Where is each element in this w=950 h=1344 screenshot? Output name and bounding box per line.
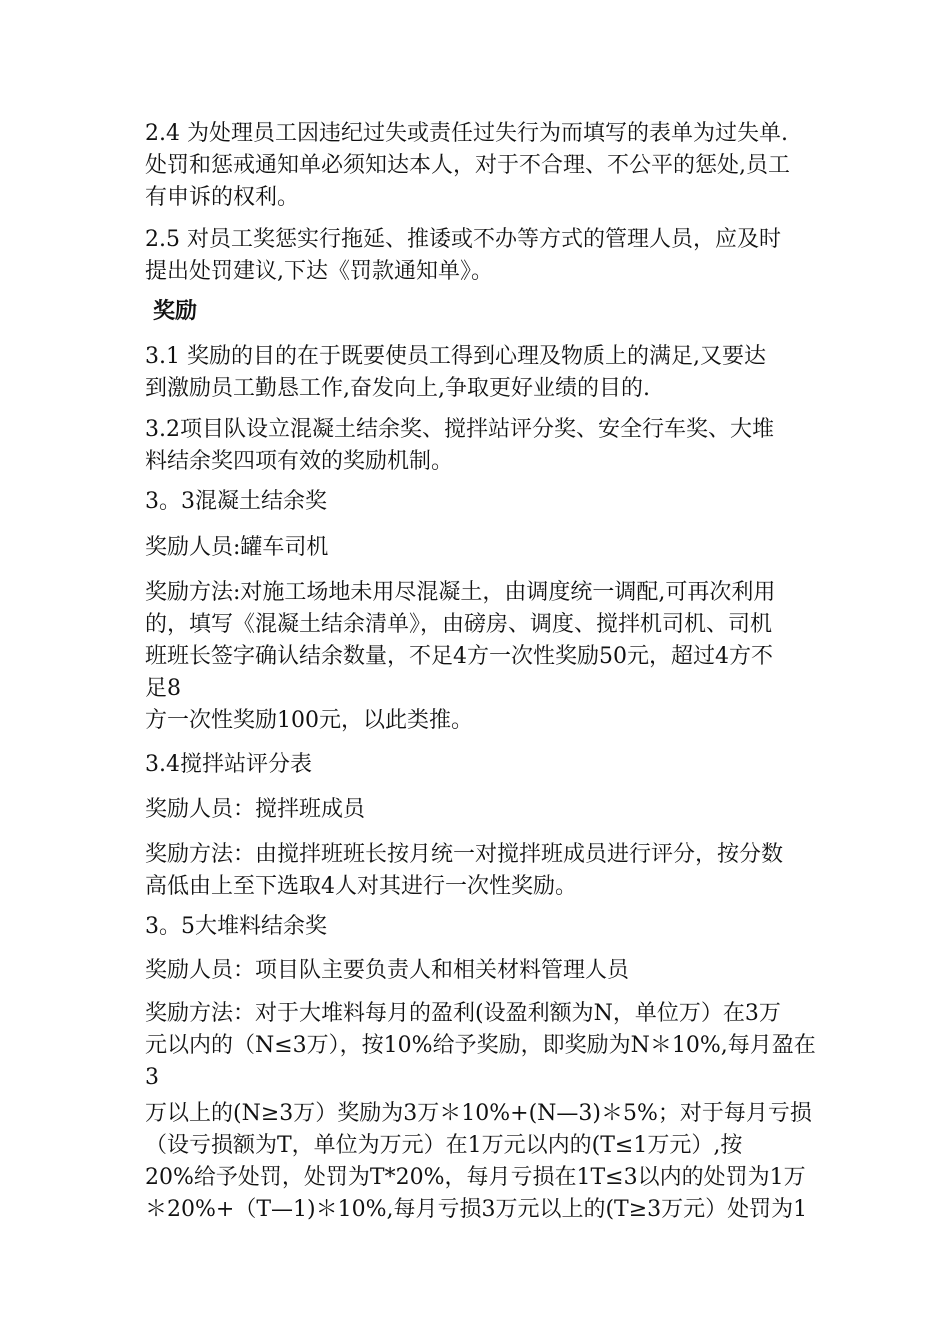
paragraph-3-5-person: 奖励人员：项目队主要负责人和相关材料管理人员 <box>145 958 630 983</box>
text-line: 奖励方法:对施工场地未用尽混凝土，由调度统一调配,可再次利用 <box>145 580 776 605</box>
paragraph-2-4 <box>145 118 815 214</box>
text-line: 高低由上至下选取4人对其进行一次性奖励。 <box>145 874 577 899</box>
text-line: 的，填写《混凝土结余清单》，由磅房、调度、搅拌机司机、司机 <box>145 612 773 637</box>
text-line: 3.2项目队设立混凝土结余奖、搅拌站评分奖、安全行车奖、大堆 <box>145 417 774 442</box>
paragraph-3-2 <box>145 414 815 478</box>
text-line: 班班长签字确认结余数量，不足4方一次性奖励50元，超过4方不 <box>145 644 773 669</box>
text-line: 足8 <box>145 676 181 701</box>
text-line: ＊20%+（T—1)＊10%,每月亏损3万元以上的(T≥3万元）处罚为1 <box>145 1197 808 1222</box>
paragraph-3-3-method-cont: 方一次性奖励100元，以此类推。 <box>145 708 473 733</box>
paragraph-3-4-method <box>145 839 815 903</box>
text-line: 3 <box>145 1065 159 1090</box>
text-line: 2.5 对员工奖惩实行拖延、推诿或不办等方式的管理人员，应及时 <box>145 227 781 252</box>
text-line: （设亏损额为T，单位为万元）在1万元以内的(T≤1万元）,按 <box>145 1133 743 1158</box>
text-line: 20%给予处罚，处罚为T*20%，每月亏损在1T≤3以内的处罚为1万 <box>145 1165 806 1190</box>
text-line: 有申诉的权利。 <box>145 185 300 210</box>
text-line: 奖励方法：由搅拌班班长按月统一对搅拌班成员进行评分，按分数 <box>145 842 784 867</box>
text-line: 提出处罚建议,下达《罚款通知单》。 <box>145 259 493 284</box>
text-line: 万以上的(N≥3万）奖励为3万＊10%+(N—3)＊5%；对于每月亏损 <box>145 1101 812 1126</box>
text-line: 3.1 奖励的目的在于既要使员工得到心理及物质上的满足,又要达 <box>145 344 766 369</box>
section-heading-reward: 奖励 <box>153 299 198 324</box>
text-line: 元以内的（N≤3万），按10%给予奖励，即奖励为N＊10%,每月盈在 <box>145 1033 816 1058</box>
text-line: 奖励方法：对于大堆料每月的盈利(设盈利额为N，单位万）在3万 <box>145 1001 781 1026</box>
paragraph-2-5 <box>145 224 815 288</box>
subsection-title-3-4: 3.4搅拌站评分表 <box>145 752 312 777</box>
text-line: 处罚和惩戒通知单必须知达本人，对于不合理、不公平的惩处,员工 <box>145 153 790 178</box>
paragraph-3-3-person: 奖励人员:罐车司机 <box>145 535 329 560</box>
text-line: 到激励员工勤恳工作,奋发向上,争取更好业绩的目的. <box>145 376 650 401</box>
subsection-title-3-5: 3。5大堆料结余奖 <box>145 914 327 939</box>
subsection-title-3-3: 3。3混凝土结余奖 <box>145 489 327 514</box>
text-line: 2.4 为处理员工因违纪过失或责任过失行为而填写的表单为过失单. <box>145 121 788 146</box>
paragraph-3-4-person: 奖励人员：搅拌班成员 <box>145 797 366 822</box>
paragraph-3-3-method <box>145 577 815 705</box>
paragraph-3-5-method-cont <box>145 1098 815 1226</box>
text-line: 料结余奖四项有效的奖励机制。 <box>145 449 454 474</box>
paragraph-3-1 <box>145 341 815 405</box>
paragraph-3-5-method <box>145 998 815 1094</box>
